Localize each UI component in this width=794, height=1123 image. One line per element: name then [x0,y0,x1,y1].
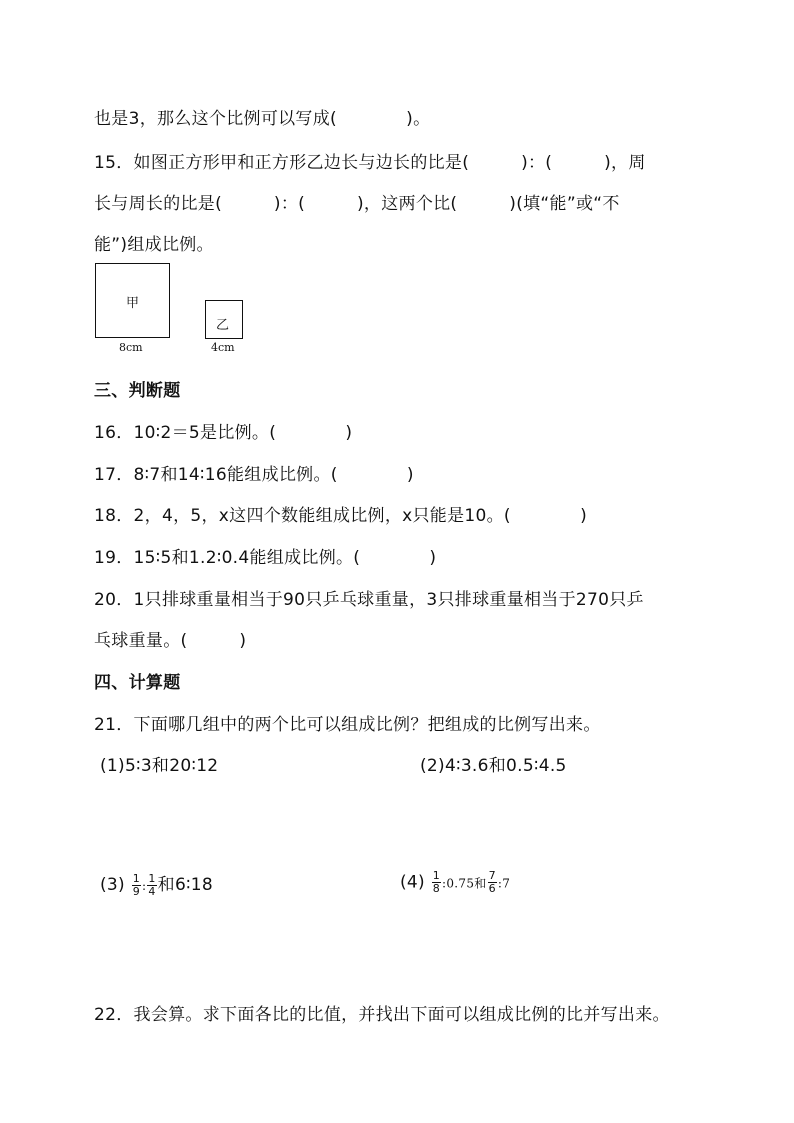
fraction-denominator: 9 [132,884,141,898]
fraction-seven-sixths [488,870,497,895]
fraction-one-quarter [147,873,156,898]
fraction-numerator: 7 [488,869,496,882]
section-heading-judgement: 三、判断题 [94,381,181,401]
q15-line2: 长与周长的比是( )：( )，这两个比( )(填“能”或“不 [94,194,620,214]
q21-part4 [400,870,510,895]
q16: 16．10∶2＝5是比例。( ) [94,423,353,443]
fraction-one-eighth [432,870,441,895]
fraction-numerator: 1 [132,871,141,885]
q15-line3: 能”)组成比例。 [94,235,214,255]
q21-stem: 21．下面哪几组中的两个比可以组成比例？把组成的比例写出来。 [94,715,601,735]
q22: 22．我会算。求下面各比的比值，并找出下面可以组成比例的比并写出来。 [94,1005,670,1025]
q20-line1: 20．1只排球重量相当于90只乒乓球重量，3只排球重量相当于270只乒 [94,590,644,610]
square-jia-dimension: 8cm [119,341,143,354]
q19: 19．15∶5和1.2∶0.4能组成比例。( ) [94,548,437,568]
q18: 18．2，4，5，x这四个数能组成比例，x只能是10。( ) [94,506,587,526]
fraction-denominator: 4 [148,884,156,898]
q21-part4-suffix: :7 [497,876,511,891]
square-jia-label: 甲 [126,296,140,311]
q21-part4-prefix: (4) [400,872,425,893]
ratio-colon: : [142,879,147,893]
fraction-numerator: 1 [432,869,441,882]
fraction-numerator: 1 [148,871,156,885]
q21-part3-prefix: (3) [100,875,125,895]
q15-line1: 15．如图正方形甲和正方形乙边长与边长的比是( )：( )，周 [94,153,646,173]
q21-part4-middle: :0.75和 [442,876,487,891]
q20-line2: 乓球重量。( ) [94,631,247,651]
q21-part3 [100,870,213,898]
square-yi-label: 乙 [216,318,230,333]
q21-part1: (1)5∶3和20∶12 [100,756,219,776]
fraction-one-ninth [132,873,141,898]
fraction-denominator: 8 [432,882,441,895]
q21-part2: (2)4∶3.6和0.5∶4.5 [420,756,567,776]
q21-part3-suffix: 和6∶18 [157,875,214,895]
square-yi-dimension: 4cm [211,341,235,354]
fraction-denominator: 6 [488,882,496,895]
section-heading-calculation: 四、计算题 [94,673,181,693]
q17: 17．8∶7和14∶16能组成比例。( ) [94,465,414,485]
q14-continuation: 也是3，那么这个比例可以写成( )。 [94,109,431,129]
